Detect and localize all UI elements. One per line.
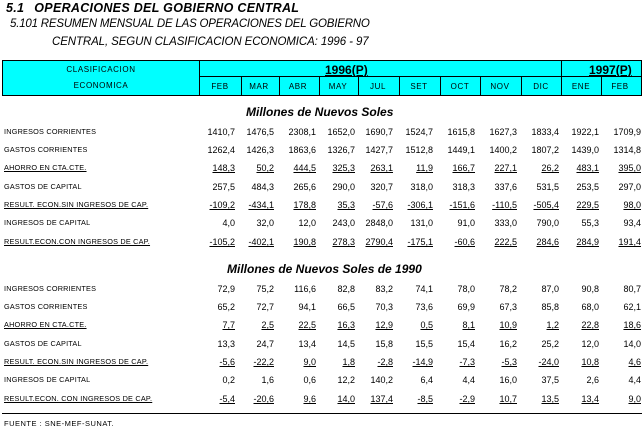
row-value: 85,8 — [541, 302, 559, 312]
row-value: 78,0 — [457, 284, 475, 294]
table-row — [0, 163, 644, 175]
row-label: GASTOS DE CAPITAL — [4, 182, 82, 191]
row-value: 83,2 — [375, 284, 393, 294]
row-value: 9,0 — [303, 357, 316, 367]
table-row — [0, 339, 644, 351]
header-month-jul: JUL — [369, 82, 387, 91]
row-value: 69,9 — [457, 302, 475, 312]
table-row — [0, 284, 644, 296]
row-value: 75,2 — [256, 284, 274, 294]
row-value: 32,0 — [256, 218, 274, 228]
header-month-oct: OCT — [450, 82, 470, 91]
header-divider-label — [199, 61, 200, 95]
row-value: 6,4 — [420, 375, 433, 385]
row-value: 78,2 — [499, 284, 517, 294]
row-value: 68,0 — [581, 302, 599, 312]
row-value: 131,0 — [410, 218, 433, 228]
row-value: 26,2 — [541, 163, 559, 173]
row-value: -434,1 — [248, 200, 274, 210]
row-value: 257,5 — [212, 182, 235, 192]
table-row — [0, 237, 644, 249]
row-value: -110,5 — [492, 200, 517, 210]
row-value: 227,1 — [494, 163, 517, 173]
row-value: 148,3 — [212, 163, 235, 173]
row-value: 531,5 — [536, 182, 559, 192]
row-value: 284,6 — [536, 237, 559, 247]
row-value: 1476,5 — [246, 127, 274, 137]
header-year-1996: 1996(P) — [325, 63, 368, 77]
table-row — [0, 394, 644, 406]
row-value: 1410,7 — [207, 127, 235, 137]
row-value: 1863,6 — [288, 145, 316, 155]
section-title: Millones de Nuevos Soles de 1990 — [227, 262, 422, 276]
row-value: 13,4 — [298, 339, 316, 349]
header-month-divider — [358, 76, 359, 95]
row-value: 297,0 — [618, 182, 641, 192]
row-value: 2790,4 — [365, 237, 393, 247]
row-value: 1652,0 — [327, 127, 355, 137]
row-value: -2,8 — [377, 357, 393, 367]
row-value: 2848,0 — [365, 218, 393, 228]
row-value: -5,6 — [219, 357, 235, 367]
row-value: 90,8 — [581, 284, 599, 294]
row-label: RESULT. ECON.SIN INGRESOS DE CAP. — [4, 357, 149, 366]
row-value: 74,1 — [415, 284, 433, 294]
row-label: GASTOS CORRIENTES — [4, 302, 88, 311]
row-value: -5,4 — [219, 394, 235, 404]
row-value: 4,0 — [222, 218, 235, 228]
row-label: INGRESOS DE CAPITAL — [4, 375, 91, 384]
row-value: 16,3 — [337, 320, 355, 330]
row-value: 25,2 — [541, 339, 559, 349]
row-value: 16,2 — [499, 339, 517, 349]
row-value: 15,8 — [375, 339, 393, 349]
table-header — [2, 60, 642, 96]
table-row — [0, 127, 644, 139]
table-row — [0, 320, 644, 332]
row-value: 2,5 — [261, 320, 274, 330]
row-value: 166,7 — [452, 163, 475, 173]
row-label: GASTOS DE CAPITAL — [4, 339, 82, 348]
row-value: 13,4 — [581, 394, 599, 404]
table-row — [0, 182, 644, 194]
row-value: 70,3 — [375, 302, 393, 312]
row-value: 93,4 — [623, 218, 641, 228]
chapter-title-text: OPERACIONES DEL GOBIERNO CENTRAL — [34, 1, 300, 15]
row-value: 483,1 — [576, 163, 599, 173]
row-value: 1,2 — [546, 320, 559, 330]
row-label: RESULT. ECON.SIN INGRESOS DE CAP. — [4, 200, 149, 209]
row-value: 1512,8 — [405, 145, 433, 155]
row-value: 91,0 — [457, 218, 475, 228]
chapter-number: 5.1 — [6, 1, 25, 15]
row-value: -5,3 — [501, 357, 517, 367]
row-value: 1807,2 — [531, 145, 559, 155]
row-value: 12,9 — [375, 320, 393, 330]
row-value: 10,8 — [581, 357, 599, 367]
row-value: 98,0 — [623, 200, 641, 210]
header-month-set: SET — [410, 82, 428, 91]
row-label: GASTOS CORRIENTES — [4, 145, 88, 154]
row-value: 10,7 — [499, 394, 517, 404]
row-value: 222,5 — [494, 237, 517, 247]
header-label-line2: ECONOMICA — [73, 81, 129, 90]
row-value: 37,5 — [541, 375, 559, 385]
row-value: 14,0 — [623, 339, 641, 349]
row-value: 80,7 — [623, 284, 641, 294]
row-value: 8,1 — [462, 320, 475, 330]
row-value: 1,8 — [342, 357, 355, 367]
row-value: 35,3 — [337, 200, 355, 210]
row-value: 395,0 — [618, 163, 641, 173]
row-value: 278,3 — [332, 237, 355, 247]
source-note: FUENTE : SNE-MEF-SUNAT. — [4, 419, 115, 428]
row-value: 0,2 — [222, 375, 235, 385]
row-value: 1427,7 — [365, 145, 393, 155]
section-title: Millones de Nuevos Soles — [246, 105, 394, 119]
row-value: 1922,1 — [571, 127, 599, 137]
header-month-dic: DIC — [533, 82, 549, 91]
row-value: 229,5 — [576, 200, 599, 210]
row-value: 66,5 — [337, 302, 355, 312]
row-value: 72,9 — [217, 284, 235, 294]
row-value: 1400,2 — [489, 145, 517, 155]
header-divider-years — [561, 61, 562, 95]
chapter-title — [6, 1, 299, 15]
row-value: 116,6 — [294, 284, 316, 294]
row-value: -20,6 — [253, 394, 274, 404]
row-value: 65,2 — [217, 302, 235, 312]
row-value: 333,0 — [494, 218, 517, 228]
row-value: 284,9 — [576, 237, 599, 247]
row-value: -109,2 — [209, 200, 235, 210]
row-value: 137,4 — [370, 394, 393, 404]
row-value: 9,6 — [303, 394, 316, 404]
header-month-divider — [440, 76, 441, 95]
row-value: 14,0 — [337, 394, 355, 404]
table-row — [0, 145, 644, 157]
row-value: 337,6 — [494, 182, 517, 192]
row-value: -505,4 — [533, 200, 559, 210]
header-month-feb: FEB — [211, 82, 229, 91]
header-month-ene: ENE — [571, 82, 591, 91]
row-value: 790,0 — [536, 218, 559, 228]
row-value: 22,8 — [581, 320, 599, 330]
row-value: 253,5 — [576, 182, 599, 192]
row-value: 0,5 — [420, 320, 433, 330]
row-value: 22,5 — [298, 320, 316, 330]
row-value: 82,8 — [337, 284, 355, 294]
header-month-abr: ABR — [288, 82, 308, 91]
row-value: 265,6 — [293, 182, 316, 192]
row-label: INGRESOS CORRIENTES — [4, 284, 97, 293]
row-value: 4,4 — [462, 375, 475, 385]
header-month-nov: NOV — [490, 82, 510, 91]
row-value: 72,7 — [256, 302, 274, 312]
header-month-divider — [521, 76, 522, 95]
row-value: -7,3 — [459, 357, 475, 367]
table-row — [0, 302, 644, 314]
row-value: 10,9 — [499, 320, 517, 330]
row-value: 4,4 — [628, 375, 641, 385]
header-month-mar: MAR — [249, 82, 269, 91]
row-value: -22,2 — [253, 357, 274, 367]
row-value: 12,0 — [581, 339, 599, 349]
table-title-line1: 5.101 RESUMEN MENSUAL DE LAS OPERACIONES DEL GOBIERNO — [10, 18, 370, 30]
row-value: -24,0 — [538, 357, 559, 367]
row-value: 320,7 — [370, 182, 393, 192]
row-label: RESULT.ECON.CON INGRESOS DE CAP. — [4, 237, 151, 246]
row-label: RESULT.ECON. CON INGRESOS DE CAP. — [4, 394, 153, 403]
row-value: 62,1 — [623, 302, 641, 312]
header-month-divider — [480, 76, 481, 95]
row-value: 13,3 — [217, 339, 235, 349]
row-label: INGRESOS DE CAPITAL — [4, 218, 91, 227]
row-value: -57,6 — [372, 200, 393, 210]
table-row — [0, 357, 644, 369]
row-value: 11,9 — [416, 163, 433, 173]
row-value: 140,2 — [370, 375, 393, 385]
row-value: 12,0 — [298, 218, 316, 228]
row-value: 1426,3 — [246, 145, 274, 155]
row-value: 2308,1 — [288, 127, 316, 137]
row-label: AHORRO EN CTA.CTE. — [4, 320, 87, 329]
row-value: -8,5 — [417, 394, 433, 404]
header-label-line1: CLASIFICACION — [66, 65, 136, 74]
row-value: 318,0 — [410, 182, 433, 192]
row-value: -151,6 — [449, 200, 475, 210]
row-value: -402,1 — [248, 237, 274, 247]
row-value: 87,0 — [541, 284, 559, 294]
row-value: 15,4 — [457, 339, 475, 349]
table-title-line2: CENTRAL, SEGUN CLASIFICACION ECONOMICA: 1996 - 97 — [52, 36, 369, 48]
row-value: 1627,3 — [489, 127, 517, 137]
row-label: INGRESOS CORRIENTES — [4, 127, 97, 136]
row-value: -306,1 — [407, 200, 433, 210]
row-value: 12,2 — [337, 375, 355, 385]
row-value: 484,3 — [251, 182, 274, 192]
row-value: 243,0 — [332, 218, 355, 228]
row-value: 290,0 — [332, 182, 355, 192]
row-value: 1709,9 — [613, 127, 641, 137]
row-value: 15,5 — [415, 339, 433, 349]
row-value: 67,3 — [499, 302, 517, 312]
row-value: 13,5 — [541, 394, 559, 404]
row-value: 2,6 — [586, 375, 599, 385]
row-value: -2,9 — [459, 394, 475, 404]
header-month-divider — [399, 76, 400, 95]
row-value: 73,6 — [415, 302, 433, 312]
header-month-may: MAY — [328, 82, 348, 91]
row-label: AHORRO EN CTA.CTE. — [4, 163, 87, 172]
row-value: 0,6 — [303, 375, 316, 385]
header-midline — [199, 76, 641, 77]
row-value: 7,7 — [222, 320, 235, 330]
bottom-rule — [2, 413, 642, 414]
row-value: 1439,0 — [571, 145, 599, 155]
row-value: 1449,1 — [447, 145, 475, 155]
table-row — [0, 218, 644, 230]
row-value: 1833,4 — [531, 127, 559, 137]
row-value: 1615,8 — [447, 127, 475, 137]
row-value: 9,0 — [628, 394, 641, 404]
row-value: 4,6 — [628, 357, 641, 367]
row-value: 1,6 — [261, 375, 274, 385]
row-value: 50,2 — [256, 163, 274, 173]
row-value: 191,4 — [618, 237, 641, 247]
row-value: 325,3 — [332, 163, 355, 173]
row-value: 1690,7 — [365, 127, 393, 137]
row-value: 1262,4 — [207, 145, 235, 155]
row-value: -60,6 — [454, 237, 475, 247]
header-month-feb: FEB — [611, 82, 629, 91]
row-value: 18,6 — [623, 320, 641, 330]
row-value: 178,8 — [293, 200, 316, 210]
row-value: 444,5 — [293, 163, 316, 173]
row-value: -14,9 — [412, 357, 433, 367]
row-value: 1314,8 — [613, 145, 641, 155]
row-value: 1524,7 — [405, 127, 433, 137]
table-row — [0, 200, 644, 212]
row-value: 1326,7 — [327, 145, 355, 155]
row-value: 190,8 — [293, 237, 316, 247]
row-value: 24,7 — [256, 339, 274, 349]
row-value: 14,5 — [337, 339, 355, 349]
row-value: 94,1 — [298, 302, 316, 312]
row-value: -175,1 — [407, 237, 433, 247]
row-value: 16,0 — [499, 375, 517, 385]
table-row — [0, 375, 644, 387]
row-value: 318,3 — [452, 182, 475, 192]
row-value: -105,2 — [209, 237, 235, 247]
header-year-1997: 1997(P) — [589, 63, 632, 77]
row-value: 55,3 — [581, 218, 599, 228]
row-value: 263,1 — [370, 163, 393, 173]
